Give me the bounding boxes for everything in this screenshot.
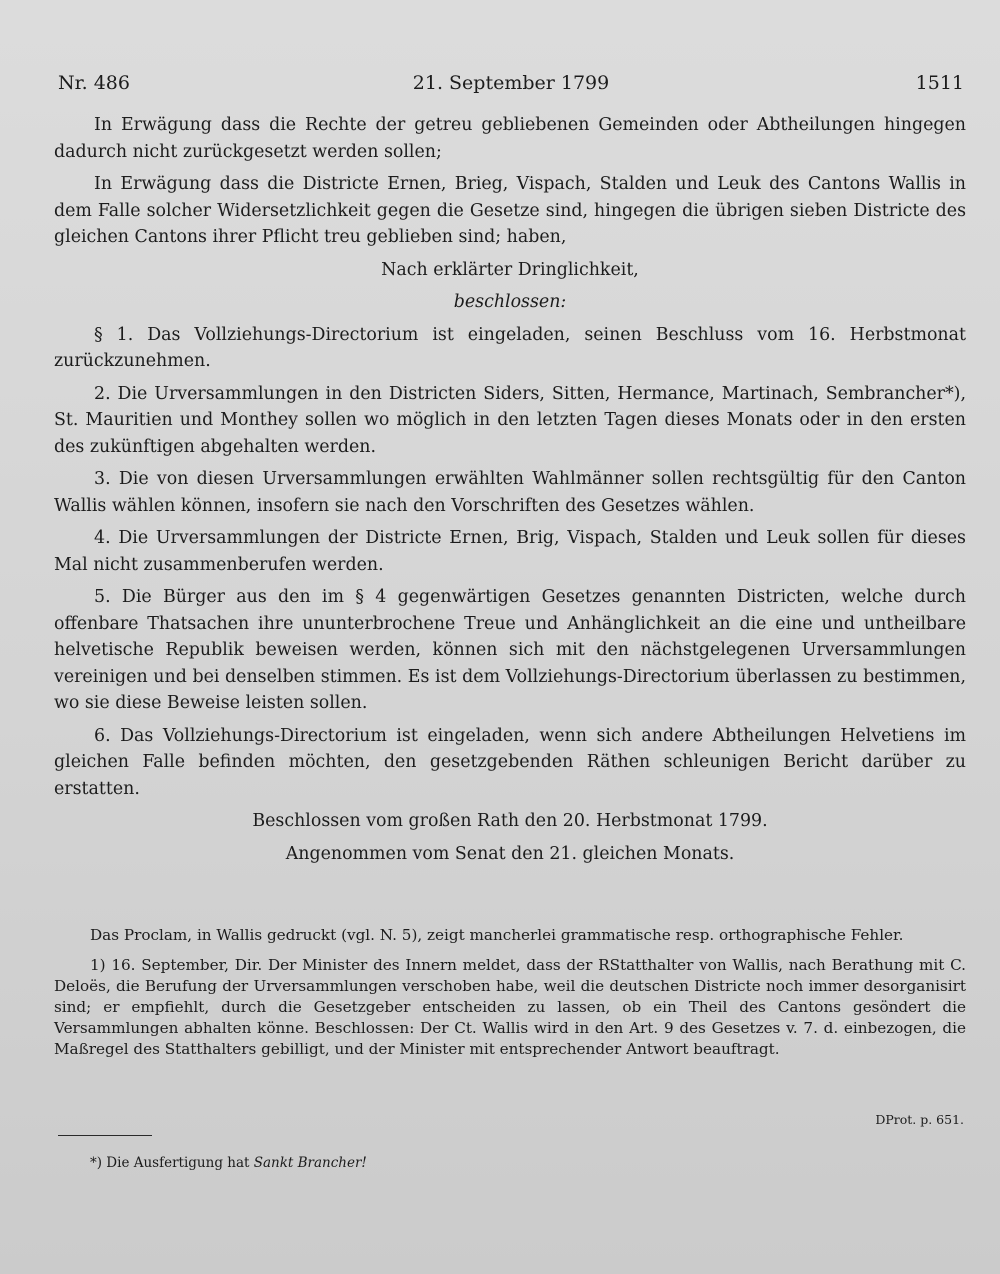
running-header (58, 72, 964, 98)
note-september-16: 1) 16. September, Dir. Der Minister des Innern meldet, dass der RStatthalter von Wallis, nach Berathung mit C. Deloës, die Berufung der Urversammlungen verschoben habe, weil die deutschen Districte noch immer desorganisirt sind; er empfiehlt, durch die Gesetzgeber entscheiden zu lassen, ob ein Theil des Cantons gesöndert die Versammlungen abhalten könne. Beschlossen: Der Ct. Wallis wird in den Art. 9 des Gesetzes v. 7. d. einbezogen, die Maßregel des Statthalters gebilligt, und der Minister mit entsprechender Antwort beauftragt. (54, 956, 966, 1058)
section-5: 5. Die Bürger aus den im § 4 gegenwärtigen Gesetzes genannten Districten, welche durch offenbare Thatsachen ihre ununterbrochene Treue und Anhänglichkeit an die eine und untheilbare helvetische Republik beweisen werden, können sich mit den nächstgelegenen Urversammlungen vereinigen und bei denselben stimmen. Es ist dem Vollziehungs-Directorium überlassen zu bestimmen, wo sie diese Beweise leisten sollen. (54, 587, 966, 713)
section-2: 2. Die Urversammlungen in den Districten Siders, Sitten, Hermance, Martinach, Sembrancher*), St. Mauritien und Monthey sollen wo möglich in den letzten Tagen dieses Monats oder in den ersten des zukünftigen abgehalten werden. (54, 383, 966, 457)
note-proclam: Das Proclam, in Wallis gedruckt (vgl. N. 5), zeigt mancherlei grammatische resp. orthographische Fehler. (90, 926, 904, 944)
resolved-heading: beschlossen: (453, 292, 567, 312)
editorial-notes (54, 925, 966, 1069)
paragraph-considering-2: In Erwägung dass die Districte Ernen, Brieg, Vispach, Stalden und Leuk des Cantons Wallis in dem Falle solcher Widersetzlichkeit gegen die Gesetze sind, hingegen die übrigen sieben Districte des gleichen Cantons ihrer Pflicht treu geblieben sind; haben, (54, 174, 966, 247)
document-date: 21. September 1799 (412, 72, 610, 94)
section-3: 3. Die von diesen Urversammlungen erwählten Wahlmänner sollen rechtsgültig für den Canton Wallis wählen können, insofern sie nach den Vorschriften des Gesetzes wählen. (54, 469, 966, 516)
paragraph-considering-1: In Erwägung dass die Rechte der getreu gebliebenen Gemeinden oder Abtheilungen hingegen dadurch nicht zurückgesetzt werden sollen; (54, 115, 966, 162)
section-4: 4. Die Urversammlungen der Districte Ernen, Brig, Vispach, Stalden und Leuk sollen für dieses Mal nicht zusammenberufen werden. (54, 528, 966, 575)
footnote (90, 1155, 367, 1171)
footnote-text: *) Die Ausfertigung hat (90, 1155, 250, 1171)
document-number: Nr. 486 (58, 72, 130, 94)
protocol-reference: DProt. p. 651. (875, 1112, 964, 1127)
section-6: 6. Das Vollziehungs-Directorium ist eingeladen, wenn sich andere Abtheilungen Helvetiens im gleichen Falle befinden möchten, den gesetzgebenden Räthen schleunigen Bericht darüber zu erstatten. (54, 725, 966, 799)
main-text (54, 112, 966, 873)
closing-senate: Angenommen vom Senat den 21. gleichen Monats. (285, 843, 735, 864)
urgency-line: Nach erklärter Dringlichkeit, (381, 259, 639, 280)
page-number: 1511 (915, 72, 964, 94)
footnote-divider (58, 1135, 152, 1136)
section-1: § 1. Das Vollziehungs-Directorium ist eingeladen, seinen Beschluss vom 16. Herbstmonat zurückzunehmen. (54, 324, 966, 371)
closing-great-council: Beschlossen vom großen Rath den 20. Herbstmonat 1799. (252, 811, 768, 831)
footnote-italic: Sankt Brancher! (253, 1155, 367, 1171)
